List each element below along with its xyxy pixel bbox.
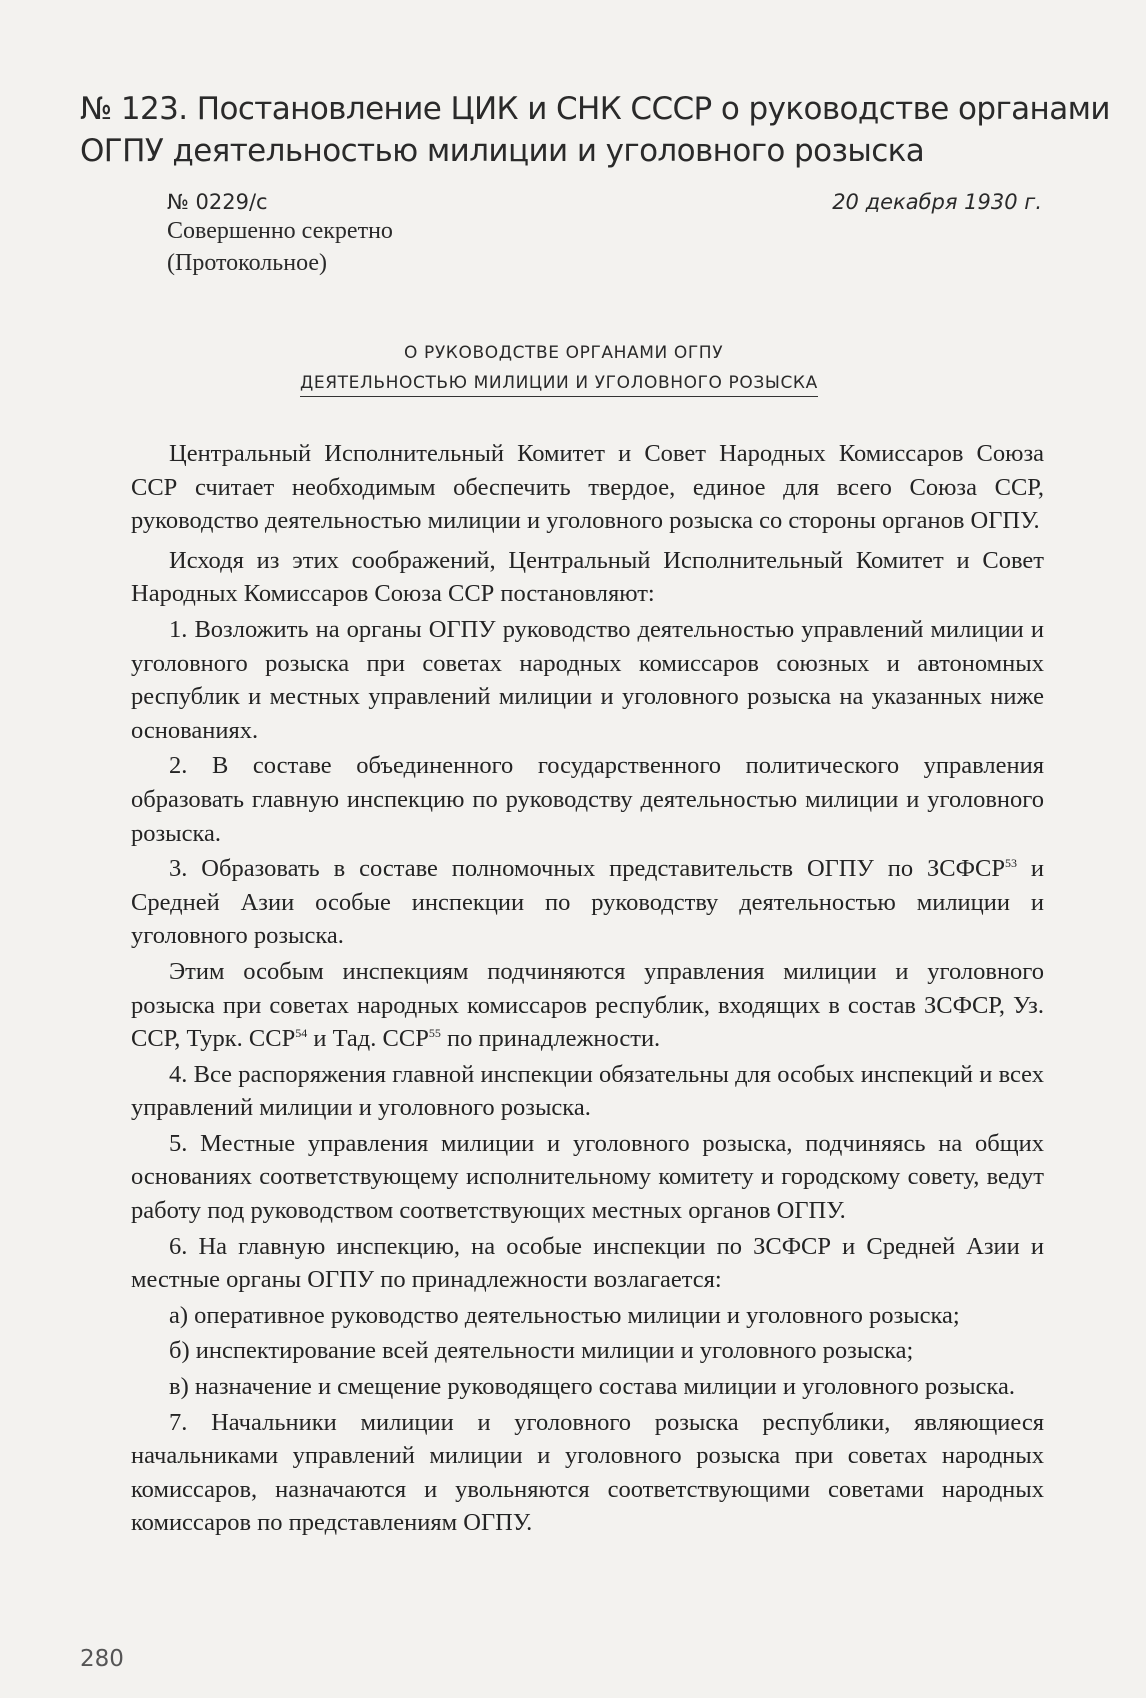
heading-line-2: ОГПУ деятельностью милиции и уголовного розыска (80, 133, 925, 169)
paragraph-preamble: Центральный Исполнительный Комитет и Совет Народных Комиссаров Союза ССР считает необходимым обеспечить твердое, единое для всего Союза ССР, руководство деятельностью милиции и уголовного розыска со стороны органов ОГПУ. (131, 440, 1044, 535)
paragraph-item-6: 6. На главную инспекцию, на особые инспекции по ЗСФСР и Средней Азии и местные органы ОГПУ по принадлежности возлагается: (131, 1232, 1044, 1294)
paragraph-item-3 (131, 852, 1044, 953)
footnote-ref-54: 54 (295, 1026, 308, 1041)
heading-line-1: № 123. Постановление ЦИК и СНК СССР о руководстве органами (80, 91, 1110, 127)
paragraph-item-2: 2. В составе объединенного государственного политического управления образовать главную инспекцию по руководству деятельностью милиции и уголовного розыска. (131, 752, 1044, 847)
footnote-ref-55: 55 (428, 1026, 441, 1041)
document-number: № 0229/с (167, 190, 268, 214)
paragraph-item-3-sub-end: по принадлежности. (440, 1025, 661, 1053)
footnote-ref-53: 53 (1004, 856, 1017, 871)
document-date: 20 декабря 1930 г. (832, 190, 1042, 214)
subtitle-line-1: О РУКОВОДСТВЕ ОРГАНАМИ ОГПУ (404, 343, 724, 363)
paragraph-item-3-start: 3. Образовать в составе полномочных представительств ОГПУ по ЗСФСР (169, 855, 1005, 883)
paragraph-item-3-sub-mid: и Тад. ССР (307, 1025, 429, 1053)
protocol-note: (Протокольное) (167, 250, 328, 276)
paragraph-item-7: 7. Начальники милиции и уголовного розыска республики, являющиеся начальниками управлений милиции и уголовного розыска при советах народных комиссаров, назначаются и увольняются соответствующими советами народных комиссаров по представлениям ОГПУ. (131, 1408, 1044, 1537)
subtitle-line-2: ДЕЯТЕЛЬНОСТЬЮ МИЛИЦИИ И УГОЛОВНОГО РОЗЫСКА (300, 373, 818, 397)
paragraph-item-4: 4. Все распоряжения главной инспекции обязательны для особых инспекций и всех управлений милиции и уголовного розыска. (131, 1060, 1044, 1122)
paragraph-resolution-intro: Исходя из этих соображений, Центральный Исполнительный Комитет и Совет Народных Комиссаров Союза ССР постановляют: (131, 546, 1044, 608)
paragraph-item-6c: в) назначение и смещение руководящего состава милиции и уголовного розыска. (169, 1373, 1015, 1401)
paragraph-item-5: 5. Местные управления милиции и уголовного розыска, подчиняясь на общих основаниях соответствующему исполнительному комитету и городскому совету, ведут работу под руководством соответствующих местных органов ОГПУ. (131, 1129, 1044, 1225)
paragraph-item-6a: а) оперативное руководство деятельностью милиции и уголовного розыска; (169, 1301, 960, 1329)
paragraph-item-3-sub-start: Этим особым инспекциям подчиняются управления милиции и уголовного розыска при советах народных комиссаров республик, входящих в состав ЗСФСР, Уз. ССР, Турк. ССР (131, 957, 1044, 1053)
document-heading (80, 88, 1110, 172)
page-number: 280 (80, 1646, 124, 1672)
document-body (131, 437, 1044, 1542)
classification-label: Совершенно секретно (167, 218, 393, 244)
paragraph-item-3-sub (131, 955, 1044, 1056)
paragraph-item-1: 1. Возложить на органы ОГПУ руководство деятельностью управлений милиции и уголовного розыска при советах народных комиссаров союзных и автономных республик и местных управлений милиции и уголовного розыска на указанных ниже основаниях. (131, 615, 1044, 744)
paragraph-item-3-end: и Средней Азии особые инспекции по руководству деятельностью милиции и уголовного розыска. (131, 855, 1044, 950)
paragraph-item-6b: б) инспектирование всей деятельности милиции и уголовного розыска; (169, 1337, 914, 1365)
